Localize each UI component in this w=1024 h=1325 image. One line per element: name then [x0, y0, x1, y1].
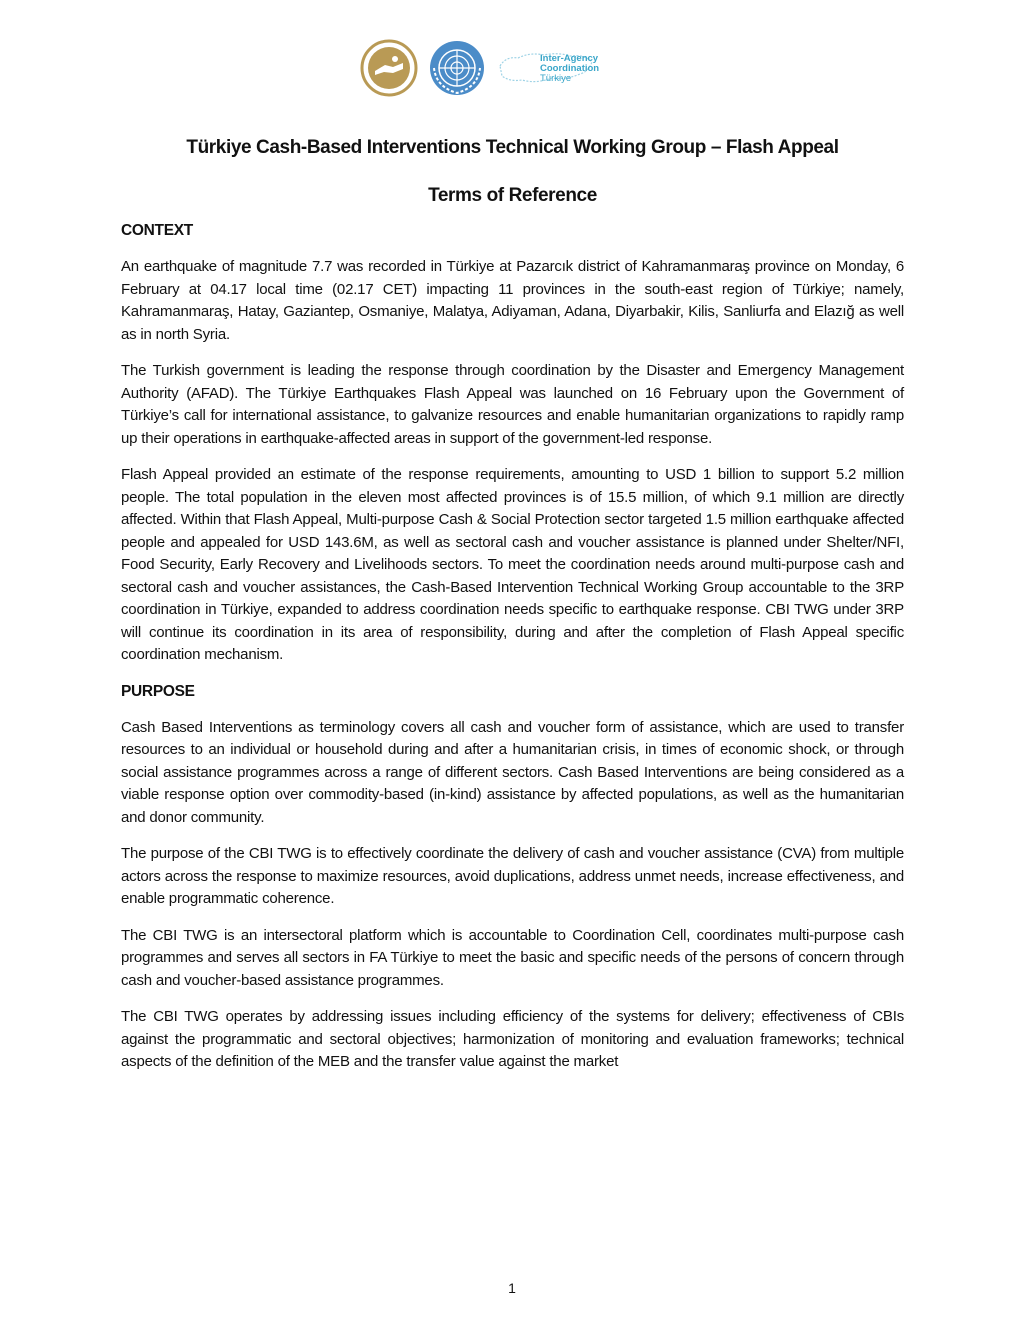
- section-context: [121, 220, 904, 667]
- inter-agency-coordination-logo: [540, 54, 599, 84]
- paragraph: The CBI TWG is an intersectoral platform which is accountable to Coordination Cell, coordinates multi-purpose cash programmes and serves all sectors in FA Türkiye to meet the basic and specific needs of the persons of concern through cash and voucher-based assistance programmes.: [121, 926, 904, 989]
- iac-line-2: Coordination: [540, 63, 600, 74]
- section-heading: PURPOSE: [121, 682, 195, 700]
- paragraph: An earthquake of magnitude 7.7 was recorded in Türkiye at Pazarcık district of Kahramanmaraş province on Monday, 6 February at 04.17 local time (02.17 CET) impacting 11 provinces in the south-east region of Türkiye; namely, Kahramanmaraş, Hatay, Gaziantep, Osmaniye, Malatya, Adiyaman, Adana, Diyarbakir, Kilis, Sanliurfa and Elazığ as well as in north Syria.: [121, 258, 904, 343]
- section-heading: CONTEXT: [121, 222, 193, 239]
- document-title: Türkiye Cash-Based Interventions Technical Working Group – Flash Appeal: [186, 137, 839, 158]
- document-body: [121, 134, 904, 1088]
- page-number: 1: [508, 1280, 516, 1296]
- document-subtitle: Terms of Reference: [428, 185, 597, 206]
- handshake-seal-icon: [360, 39, 418, 97]
- iac-line-3: Türkiye: [540, 73, 572, 84]
- paragraph: The Turkish government is leading the response through coordination by the Disaster and Emergency Management Authority (AFAD). The Türkiye Earthquakes Flash Appeal was launched on 16 February upon the Government of Türkiye’s call for international assistance, to galvanize resources and enable humanitarian organizations to rapidly ramp up their operations in earthquake-affected areas in support of the government-led response.: [121, 362, 904, 447]
- paragraph: The purpose of the CBI TWG is to effectively coordinate the delivery of cash and voucher assistance (CVA) from multiple actors across the response to maximize resources, avoid duplications, address unmet needs, increase effectiveness, and enable programmatic coherence.: [121, 845, 904, 907]
- paragraph: The CBI TWG operates by addressing issues including efficiency of the systems for delivery; effectiveness of CBIs against the programmatic and sectoral objectives; harmonization of monitoring and evaluation frameworks; technical aspects of the definition of the MEB and the transfer value against the market: [121, 1008, 904, 1070]
- un-emblem-icon: [426, 39, 488, 97]
- section-purpose: [121, 681, 904, 1074]
- paragraph: Flash Appeal provided an estimate of the response requirements, amounting to USD 1 billion to support 5.2 million people. The total population in the eleven most affected provinces is of 15.5 million, of which 9.1 million are directly affected. Within that Flash Appeal, Multi-purpose Cash & Social Protection sector targeted 1.5 million earthquake affected people and appealed for USD 143.6M, as well as sectoral cash and voucher assistance is planned under Shelter/NFI, Food Security, Early Recovery and Livelihoods sectors. To meet the coordination needs around multi-purpose cash and sectoral cash and voucher assistances, the Cash-Based Intervention Technical Working Group accountable to the 3RP coordination in Türkiye, expanded to address coordination needs specific to earthquake response. CBI TWG under 3RP will continue its coordination in its area of responsibility, during and after the completion of Flash Appeal specific coordination mechanism.: [121, 466, 904, 663]
- header-logos: [360, 36, 670, 100]
- paragraph: Cash Based Interventions as terminology covers all cash and voucher form of assistance, which are used to transfer resources to an individual or household during and after a humanitarian crisis, in times of economic shock, or through social assistance programmes across a range of different sectors. Cash Based Interventions are being considered as a viable response option over commodity-based (in-kind) assistance by affected populations, as well as the humanitarian and donor community.: [121, 718, 904, 826]
- iac-line-1: Inter-Agency: [540, 53, 599, 64]
